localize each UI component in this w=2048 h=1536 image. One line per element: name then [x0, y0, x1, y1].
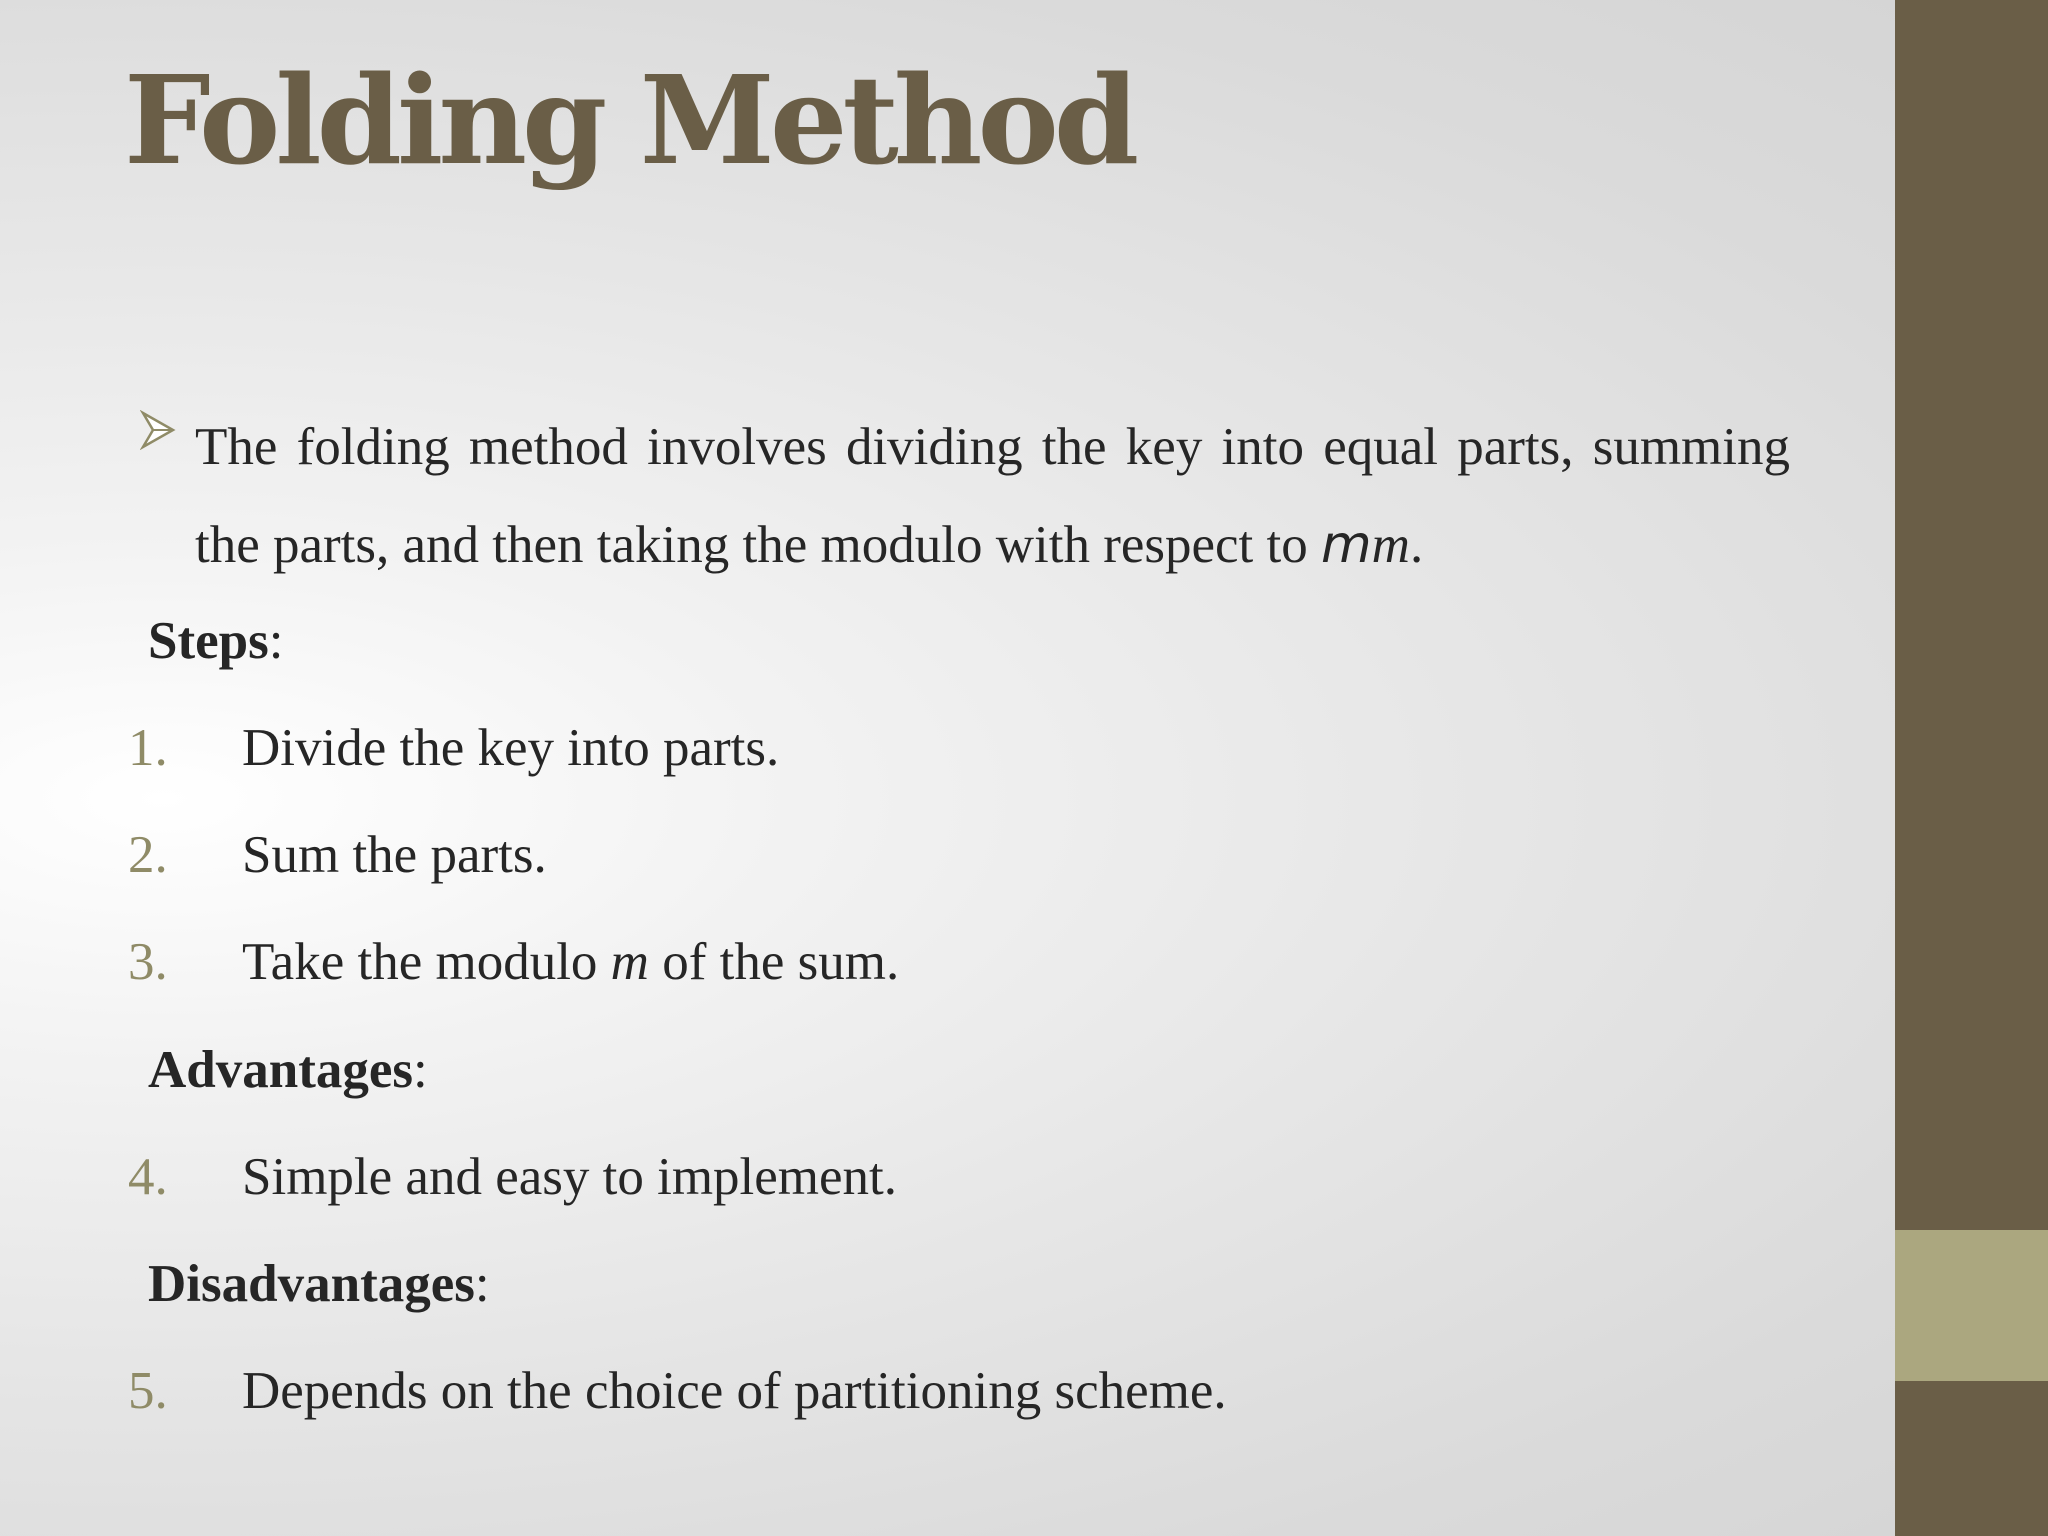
steps-heading-label: Steps — [148, 612, 269, 670]
step-text-3-pre: Take the modulo — [242, 933, 611, 991]
disadvantage-number-1: 5. — [128, 1362, 168, 1420]
intro-math-m: m — [1321, 515, 1372, 575]
intro-period: . — [1409, 516, 1424, 574]
slide-title: Folding Method — [124, 48, 1135, 192]
steps-heading-colon: : — [268, 612, 284, 670]
right-decor-accent — [1895, 1230, 2048, 1381]
intro-bullet — [140, 398, 1790, 594]
advantages-heading-colon: : — [413, 1041, 428, 1099]
advantages-heading — [148, 1038, 428, 1102]
advantage-number-1: 4. — [128, 1148, 168, 1206]
intro-text-body: The folding method involves dividing the key into equal parts, summing the parts, and then taking the modulo with respect to — [195, 418, 1790, 574]
disadvantage-text-1: Depends on the choice of partitioning scheme. — [242, 1362, 1227, 1420]
advantage-text-1: Simple and easy to implement. — [242, 1148, 898, 1206]
step-text-3-var: m — [610, 933, 649, 991]
step-number-1: 1. — [128, 719, 168, 777]
disadvantages-heading-colon: : — [474, 1255, 490, 1313]
steps-heading — [148, 609, 284, 673]
step-text-3 — [242, 930, 899, 994]
step-number-2: 2. — [128, 826, 168, 884]
step-text-1: Divide the key into parts. — [242, 719, 780, 777]
arrow-bullet-icon — [140, 410, 176, 450]
step-text-3-post: of the sum. — [648, 933, 900, 991]
disadvantages-heading-label: Disadvantages — [148, 1255, 475, 1313]
advantages-heading-label: Advantages — [148, 1041, 414, 1099]
intro-text — [195, 398, 1790, 594]
step-number-3: 3. — [128, 933, 168, 991]
intro-math-m-italic: m — [1371, 516, 1410, 574]
disadvantages-heading — [148, 1252, 490, 1316]
step-text-2: Sum the parts. — [242, 826, 547, 884]
